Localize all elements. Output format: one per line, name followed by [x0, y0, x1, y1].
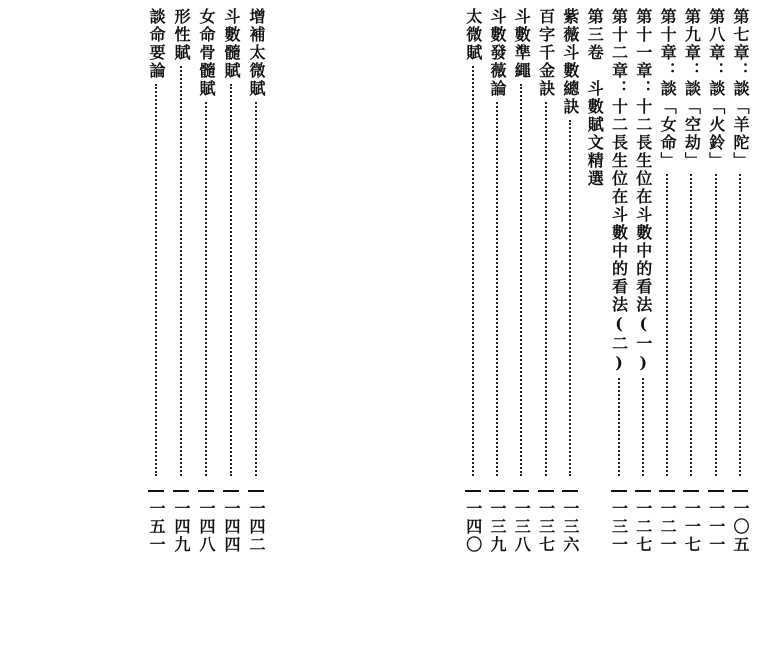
toc-page-number: 一二七: [633, 500, 653, 554]
toc-page-number: 一三八: [512, 500, 532, 554]
page-dash: [659, 490, 675, 492]
dot-leader: [496, 102, 498, 476]
dot-leader: [545, 102, 547, 476]
toc-page-number: 一四九: [172, 500, 191, 554]
dot-leader: [230, 84, 232, 476]
toc-entry-title: 太微賦: [463, 8, 483, 62]
toc-entry-title: 增補太微賦: [247, 8, 266, 98]
page-dash: [562, 490, 578, 492]
toc-page-number: 一三七: [536, 500, 556, 554]
toc-entry: [679, 8, 703, 554]
dot-leader: [155, 84, 157, 476]
toc-entry-title: 女命骨髓賦: [197, 8, 216, 98]
toc-entry: [485, 8, 509, 554]
toc-entry-title: 斗數準繩: [512, 8, 532, 80]
dot-leader: [180, 66, 182, 476]
dot-leader: [472, 66, 474, 476]
toc-page-number: 一三六: [560, 500, 580, 554]
toc-entry: [244, 8, 268, 554]
page-dash: [708, 490, 724, 492]
toc-entry: [219, 8, 243, 554]
page-dash: [732, 490, 748, 492]
toc-entry: [655, 8, 679, 554]
toc-entry: [728, 8, 752, 554]
toc-page-number: 一四〇: [463, 500, 483, 554]
toc-entry: [558, 8, 582, 554]
dot-leader: [618, 378, 620, 476]
toc-entry-title: 第十一章：十二長生位在斗數中的看法(一): [633, 8, 653, 374]
page-dash: [513, 490, 529, 492]
toc-page-number: 一〇五: [731, 500, 750, 554]
toc-page-number: 一五一: [147, 500, 166, 554]
toc-page-number: 一一一: [706, 500, 726, 554]
toc-entry-title: 百字千金訣: [536, 8, 556, 98]
toc-entry: [704, 8, 728, 554]
toc-entry: [169, 8, 193, 554]
page-dash: [489, 490, 505, 492]
page-dash: [465, 490, 481, 492]
toc-page-number: 一三一: [609, 500, 629, 554]
toc-entry-title: 第八章：談「火鈴」: [706, 8, 726, 170]
page-dash: [538, 490, 554, 492]
dot-leader: [715, 174, 717, 476]
toc-entry-title: 第七章：談「羊陀」: [731, 8, 750, 170]
dot-leader: [520, 84, 522, 476]
toc-entry-title: 第九章：談「空劫」: [682, 8, 702, 170]
dot-leader: [569, 120, 571, 476]
toc-entry: [461, 8, 485, 554]
toc-entry: [534, 8, 558, 554]
page-dash: [683, 490, 699, 492]
toc-entry: [631, 8, 655, 554]
toc-entry-title: 紫薇斗數總訣: [560, 8, 580, 116]
toc-page-number: 一四二: [247, 500, 266, 554]
dot-leader: [205, 102, 207, 476]
page-dash: [223, 490, 239, 492]
toc-entry-title: 形性賦: [172, 8, 191, 62]
toc-entry: [144, 8, 168, 554]
toc-page-number: 一二一: [658, 500, 678, 554]
toc-entry-title: 第十章：談「女命」: [658, 8, 678, 170]
dot-leader: [690, 174, 692, 476]
page-dash: [148, 490, 164, 492]
toc-page-number: 一一七: [682, 500, 702, 554]
toc-entry: [194, 8, 218, 554]
page-dash: [611, 490, 627, 492]
toc-entry: [607, 8, 631, 554]
toc-page-number: 一四八: [197, 500, 216, 554]
toc-entry-title: 第三卷 斗數賦文精選: [585, 8, 605, 188]
page-dash: [173, 490, 189, 492]
page-dash: [198, 490, 214, 492]
toc-page-number: 一三九: [488, 500, 507, 554]
toc-entry: [509, 8, 533, 554]
dot-leader: [642, 378, 644, 476]
dot-leader: [739, 174, 741, 476]
page-dash: [248, 490, 264, 492]
toc-entry-title: 第十二章：十二長生位在斗數中的看法(二): [609, 8, 629, 374]
toc-page-number: 一四四: [222, 500, 241, 554]
toc-entry: [582, 8, 606, 548]
page-dash: [635, 490, 651, 492]
dot-leader: [255, 102, 257, 476]
toc-entry-title: 談命要論: [147, 8, 166, 80]
toc-entry-title: 斗數發薇論: [488, 8, 507, 98]
dot-leader: [666, 174, 668, 476]
toc-entry-title: 斗數髓賦: [222, 8, 241, 80]
